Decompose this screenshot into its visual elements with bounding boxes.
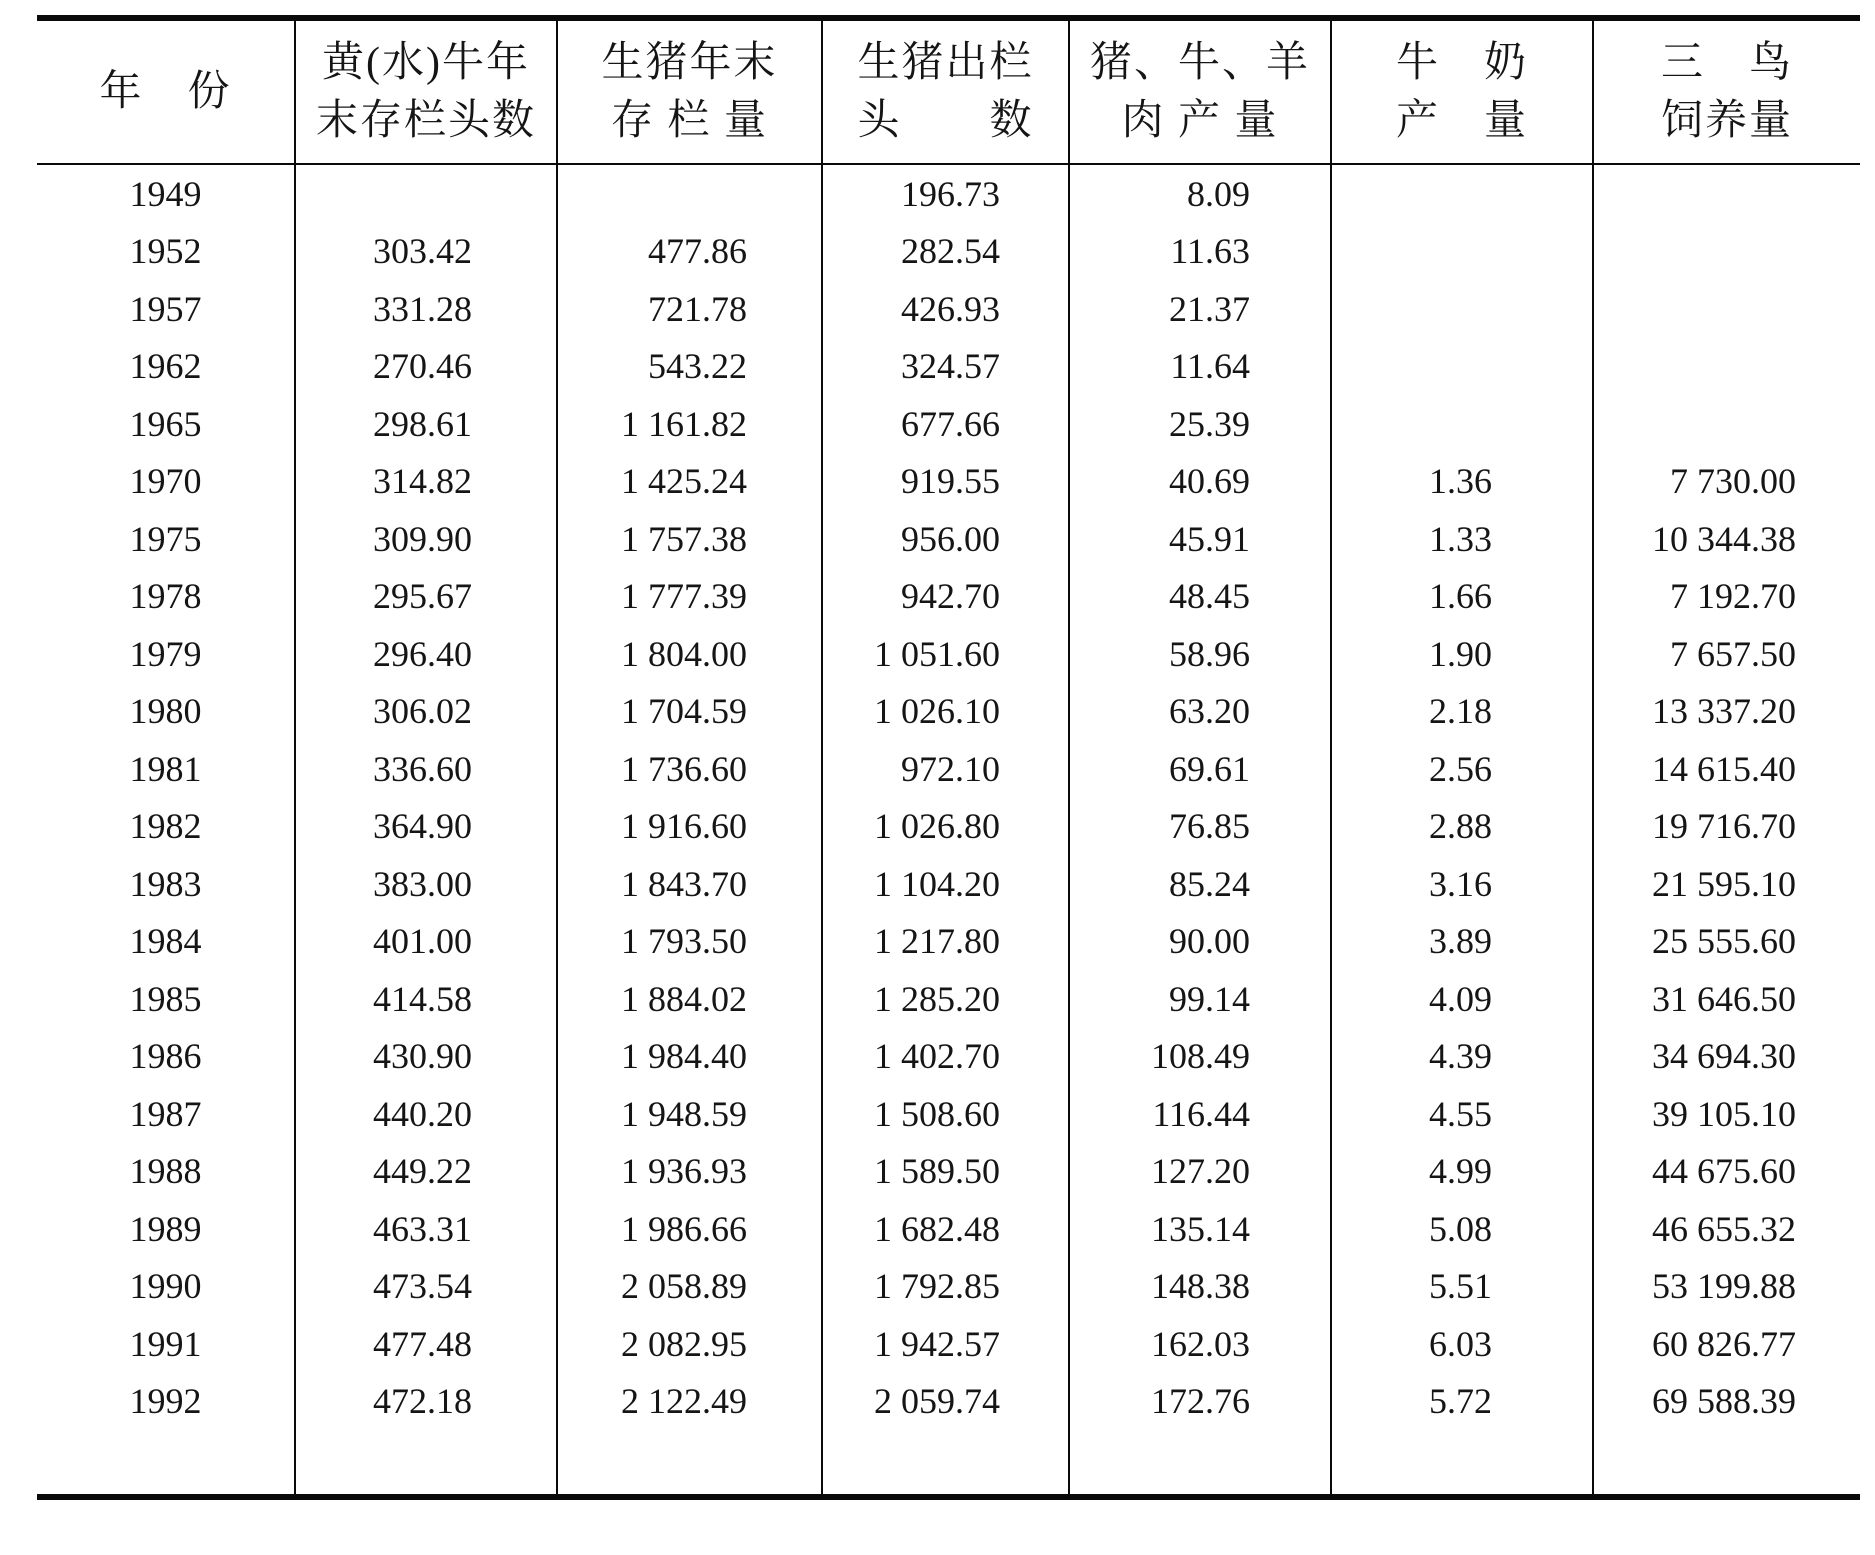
value-cell: 1 736.60 (557, 740, 822, 798)
value-cell: 1.90 (1331, 625, 1593, 683)
value-cell: 1 026.10 (822, 683, 1069, 741)
value-cell: 1 936.93 (557, 1143, 822, 1201)
value-cell: 14 615.40 (1593, 740, 1860, 798)
year-cell: 1978 (129, 576, 202, 617)
value-cell: 4.39 (1331, 1028, 1593, 1086)
value-cell: 69.61 (1069, 740, 1331, 798)
header-pig-slaughter-line2: 头 数 (857, 98, 1034, 144)
year-cell: 1990 (129, 1266, 202, 1307)
year-cell: 1981 (129, 748, 202, 789)
header-cattle-line1: 黄(水)牛年 (322, 40, 530, 86)
value-cell: 336.60 (295, 740, 557, 798)
value-cell (1331, 338, 1593, 396)
table-row (37, 855, 1860, 913)
value-cell: 90.00 (1069, 913, 1331, 971)
table-row (37, 1200, 1860, 1258)
value-cell: 7 657.50 (1593, 625, 1860, 683)
value-cell (1331, 395, 1593, 453)
value-cell: 99.14 (1069, 970, 1331, 1028)
header-cattle-line2: 末存栏头数 (315, 98, 536, 144)
value-cell: 7 192.70 (1593, 568, 1860, 626)
value-cell: 25.39 (1069, 395, 1331, 453)
table-row (37, 453, 1860, 511)
value-cell: 440.20 (295, 1085, 557, 1143)
year-cell: 1952 (129, 231, 202, 272)
value-cell: 148.38 (1069, 1258, 1331, 1316)
value-cell (295, 164, 557, 223)
value-cell: 31 646.50 (1593, 970, 1860, 1028)
value-cell: 1 942.57 (822, 1315, 1069, 1373)
value-cell: 314.82 (295, 453, 557, 511)
value-cell: 1 026.80 (822, 798, 1069, 856)
table-row (37, 798, 1860, 856)
value-cell: 2 082.95 (557, 1315, 822, 1373)
header-cattle-inventory (295, 18, 557, 164)
value-cell: 401.00 (295, 913, 557, 971)
value-cell: 1 508.60 (822, 1085, 1069, 1143)
table-row (37, 740, 1860, 798)
value-cell: 1 285.20 (822, 970, 1069, 1028)
value-cell: 324.57 (822, 338, 1069, 396)
value-cell: 116.44 (1069, 1085, 1331, 1143)
value-cell: 942.70 (822, 568, 1069, 626)
value-cell: 1 792.85 (822, 1258, 1069, 1316)
value-cell (557, 164, 822, 223)
value-cell: 85.24 (1069, 855, 1331, 913)
value-cell: 414.58 (295, 970, 557, 1028)
value-cell: 543.22 (557, 338, 822, 396)
value-cell: 6.03 (1331, 1315, 1593, 1373)
header-milk-line2: 产 量 (1395, 98, 1528, 144)
header-pig-inventory-line2: 存 栏 量 (610, 98, 768, 144)
value-cell: 4.99 (1331, 1143, 1593, 1201)
value-cell: 1 986.66 (557, 1200, 822, 1258)
header-poultry-line1: 三 鸟 (1660, 40, 1793, 86)
value-cell: 426.93 (822, 280, 1069, 338)
value-cell: 40.69 (1069, 453, 1331, 511)
value-cell: 4.09 (1331, 970, 1593, 1028)
year-cell: 1985 (129, 978, 202, 1019)
value-cell: 309.90 (295, 510, 557, 568)
table-row (37, 1085, 1860, 1143)
table-header (37, 18, 1860, 164)
value-cell: 303.42 (295, 223, 557, 281)
year-cell: 1989 (129, 1208, 202, 1249)
value-cell: 3.16 (1331, 855, 1593, 913)
table-row (37, 1315, 1860, 1373)
table-row (37, 568, 1860, 626)
value-cell: 46 655.32 (1593, 1200, 1860, 1258)
value-cell (1593, 280, 1860, 338)
value-cell: 1 682.48 (822, 1200, 1069, 1258)
value-cell (1593, 338, 1860, 396)
value-cell: 2 059.74 (822, 1373, 1069, 1431)
table-row (37, 1373, 1860, 1431)
header-year-line1: 年 份 (99, 69, 232, 115)
header-meat-line2: 肉 产 量 (1121, 98, 1279, 144)
value-cell: 196.73 (822, 164, 1069, 223)
value-cell: 282.54 (822, 223, 1069, 281)
year-cell: 1988 (129, 1151, 202, 1192)
value-cell: 972.10 (822, 740, 1069, 798)
value-cell: 69 588.39 (1593, 1373, 1860, 1431)
value-cell: 1.33 (1331, 510, 1593, 568)
value-cell: 473.54 (295, 1258, 557, 1316)
value-cell: 45.91 (1069, 510, 1331, 568)
year-cell: 1991 (129, 1323, 202, 1364)
value-cell: 1.66 (1331, 568, 1593, 626)
value-cell: 44 675.60 (1593, 1143, 1860, 1201)
value-cell: 477.86 (557, 223, 822, 281)
value-cell: 63.20 (1069, 683, 1331, 741)
value-cell: 1 843.70 (557, 855, 822, 913)
year-cell: 1986 (129, 1036, 202, 1077)
value-cell: 1 804.00 (557, 625, 822, 683)
value-cell: 721.78 (557, 280, 822, 338)
value-cell: 34 694.30 (1593, 1028, 1860, 1086)
value-cell: 1 402.70 (822, 1028, 1069, 1086)
value-cell: 58.96 (1069, 625, 1331, 683)
value-cell: 2.56 (1331, 740, 1593, 798)
value-cell: 295.67 (295, 568, 557, 626)
spacer-cell (557, 1430, 822, 1497)
value-cell: 1 757.38 (557, 510, 822, 568)
header-year (37, 18, 295, 164)
value-cell: 76.85 (1069, 798, 1331, 856)
value-cell: 5.72 (1331, 1373, 1593, 1431)
header-poultry-line2: 饲养量 (1660, 98, 1793, 144)
value-cell: 1 589.50 (822, 1143, 1069, 1201)
value-cell: 463.31 (295, 1200, 557, 1258)
value-cell: 1 425.24 (557, 453, 822, 511)
value-cell: 11.63 (1069, 223, 1331, 281)
year-cell: 1984 (129, 921, 202, 962)
value-cell: 5.51 (1331, 1258, 1593, 1316)
year-cell: 1979 (129, 633, 202, 674)
value-cell: 10 344.38 (1593, 510, 1860, 568)
value-cell: 1 704.59 (557, 683, 822, 741)
header-poultry (1593, 18, 1860, 164)
table-row (37, 970, 1860, 1028)
spacer-cell (1331, 1430, 1593, 1497)
value-cell (1593, 164, 1860, 223)
value-cell: 1 984.40 (557, 1028, 822, 1086)
spacer-cell (37, 1430, 295, 1497)
table-row (37, 1028, 1860, 1086)
table-row (37, 683, 1860, 741)
spacer-cell (1593, 1430, 1860, 1497)
value-cell: 4.55 (1331, 1085, 1593, 1143)
value-cell: 25 555.60 (1593, 913, 1860, 971)
value-cell: 298.61 (295, 395, 557, 453)
value-cell: 2.88 (1331, 798, 1593, 856)
value-cell: 162.03 (1069, 1315, 1331, 1373)
value-cell: 60 826.77 (1593, 1315, 1860, 1373)
header-meat-line1: 猪、牛、羊 (1089, 40, 1310, 86)
year-cell: 1980 (129, 691, 202, 732)
value-cell: 296.40 (295, 625, 557, 683)
value-cell: 1 104.20 (822, 855, 1069, 913)
table-row (37, 510, 1860, 568)
value-cell: 53 199.88 (1593, 1258, 1860, 1316)
header-pig-slaughter (822, 18, 1069, 164)
header-milk-line1: 牛 奶 (1395, 40, 1528, 86)
table-row (37, 1258, 1860, 1316)
value-cell: 135.14 (1069, 1200, 1331, 1258)
year-cell: 1975 (129, 518, 202, 559)
value-cell: 172.76 (1069, 1373, 1331, 1431)
value-cell (1331, 164, 1593, 223)
table-row (37, 1143, 1860, 1201)
year-cell: 1992 (129, 1381, 202, 1422)
value-cell: 11.64 (1069, 338, 1331, 396)
value-cell: 1 777.39 (557, 568, 822, 626)
value-cell (1593, 223, 1860, 281)
year-cell: 1983 (129, 863, 202, 904)
value-cell: 39 105.10 (1593, 1085, 1860, 1143)
value-cell (1593, 395, 1860, 453)
value-cell: 919.55 (822, 453, 1069, 511)
value-cell: 383.00 (295, 855, 557, 913)
value-cell: 21.37 (1069, 280, 1331, 338)
spacer-cell (822, 1430, 1069, 1497)
value-cell: 956.00 (822, 510, 1069, 568)
header-pig-inventory (557, 18, 822, 164)
livestock-statistics-table (37, 15, 1860, 1500)
table-row (37, 280, 1860, 338)
value-cell: 1 217.80 (822, 913, 1069, 971)
table-row (37, 164, 1860, 223)
value-cell: 1 916.60 (557, 798, 822, 856)
table-body (37, 164, 1860, 1497)
value-cell: 449.22 (295, 1143, 557, 1201)
value-cell: 7 730.00 (1593, 453, 1860, 511)
spacer-cell (1069, 1430, 1331, 1497)
value-cell: 364.90 (295, 798, 557, 856)
year-cell: 1957 (129, 288, 202, 329)
value-cell: 48.45 (1069, 568, 1331, 626)
value-cell (1331, 223, 1593, 281)
table-row (37, 395, 1860, 453)
value-cell: 8.09 (1069, 164, 1331, 223)
value-cell: 1 793.50 (557, 913, 822, 971)
value-cell: 306.02 (295, 683, 557, 741)
value-cell: 1 948.59 (557, 1085, 822, 1143)
year-cell: 1987 (129, 1093, 202, 1134)
value-cell: 677.66 (822, 395, 1069, 453)
value-cell: 21 595.10 (1593, 855, 1860, 913)
header-pig-slaughter-line1: 生猪出栏 (857, 40, 1034, 86)
spacer-row (37, 1430, 1860, 1497)
value-cell: 1 051.60 (822, 625, 1069, 683)
table-row (37, 338, 1860, 396)
value-cell: 2 058.89 (557, 1258, 822, 1316)
year-cell: 1949 (129, 173, 202, 214)
value-cell: 331.28 (295, 280, 557, 338)
value-cell: 127.20 (1069, 1143, 1331, 1201)
year-cell: 1970 (129, 461, 202, 502)
year-cell: 1965 (129, 403, 202, 444)
header-pig-inventory-line1: 生猪年末 (601, 40, 778, 86)
value-cell: 2.18 (1331, 683, 1593, 741)
value-cell: 2 122.49 (557, 1373, 822, 1431)
year-cell: 1962 (129, 346, 202, 387)
value-cell: 472.18 (295, 1373, 557, 1431)
value-cell: 1 161.82 (557, 395, 822, 453)
value-cell: 1.36 (1331, 453, 1593, 511)
table-row (37, 625, 1860, 683)
value-cell: 108.49 (1069, 1028, 1331, 1086)
value-cell: 430.90 (295, 1028, 557, 1086)
value-cell: 477.48 (295, 1315, 557, 1373)
table-row (37, 913, 1860, 971)
value-cell: 1 884.02 (557, 970, 822, 1028)
value-cell: 5.08 (1331, 1200, 1593, 1258)
table-row (37, 223, 1860, 281)
year-cell: 1982 (129, 806, 202, 847)
header-row (37, 18, 1860, 164)
spacer-cell (295, 1430, 557, 1497)
header-milk-output (1331, 18, 1593, 164)
value-cell: 19 716.70 (1593, 798, 1860, 856)
value-cell (1331, 280, 1593, 338)
value-cell: 13 337.20 (1593, 683, 1860, 741)
value-cell: 270.46 (295, 338, 557, 396)
value-cell: 3.89 (1331, 913, 1593, 971)
header-meat-output (1069, 18, 1331, 164)
